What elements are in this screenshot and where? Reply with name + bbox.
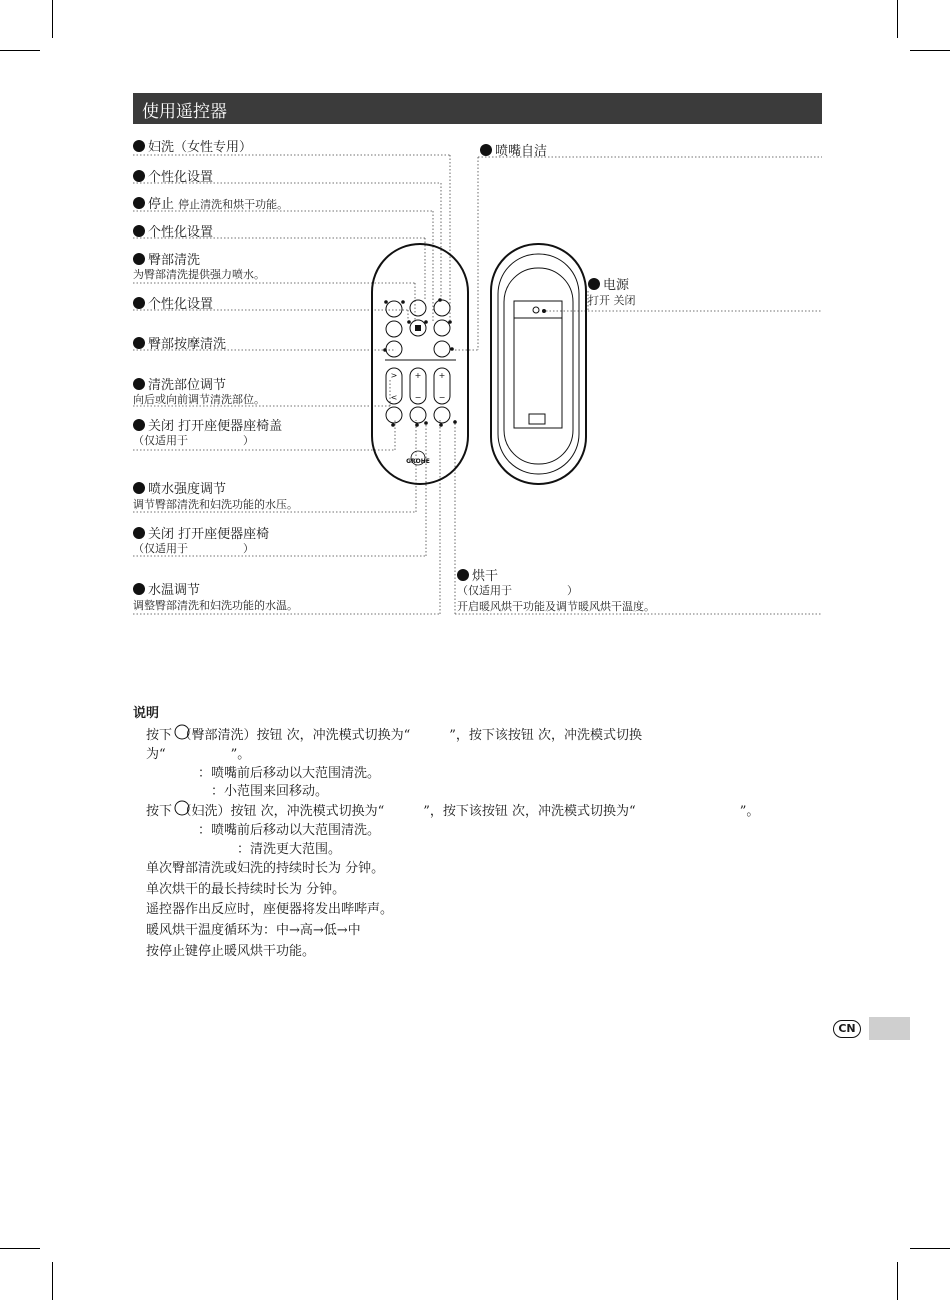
- desc-rear-wash: 为臀部清洗提供强力喷水。: [133, 268, 265, 281]
- label-personal-setting-3: 个性化设置: [133, 293, 213, 312]
- desc-dryer-note: （仅适用于 ）: [457, 584, 578, 597]
- label-stop: 停止 停止清洗和烘干功能。: [133, 193, 288, 212]
- desc-power: 打开 关闭: [588, 294, 636, 307]
- svg-text:−: −: [438, 393, 446, 402]
- label-position-adjust: 清洗部位调节: [133, 374, 226, 393]
- svg-text:−: −: [414, 393, 422, 402]
- label-power: 电源: [588, 274, 629, 293]
- remote-front: [372, 244, 468, 484]
- note-line: 暖风烘干温度循环为：中→高→低→中: [146, 923, 361, 938]
- desc-dryer: 开启暖风烘干功能及调节暖风烘干温度。: [457, 600, 655, 613]
- label-nozzle-clean: 喷嘴自洁: [480, 140, 547, 159]
- note-line: 按下 （妇洗）按钮 次，冲洗模式切换为“ ”，按下该按钮 次，冲洗模式切换为“ ”。: [146, 804, 760, 819]
- section-title: 使用遥控器: [142, 102, 227, 122]
- label-seat-open-close: 关闭 打开座便器座椅: [133, 523, 269, 542]
- label-massage-wash: 臀部按摩清洗: [133, 333, 226, 352]
- svg-text:+: +: [438, 371, 446, 380]
- svg-text:>: >: [390, 371, 398, 380]
- desc-pressure-adjust: 调节臀部清洗和妇洗功能的水压。: [133, 498, 298, 511]
- note-line: ：喷嘴前后移动以大范围清洗。: [146, 823, 381, 838]
- note-line: ：清洗更大范围。: [146, 842, 342, 857]
- note-line: 单次烘干的最长持续时长为 分钟。: [146, 882, 346, 897]
- note-line: 单次臀部清洗或妇洗的持续时长为 分钟。: [146, 861, 385, 876]
- label-water-temp: 水温调节: [133, 579, 200, 598]
- label-lady-wash: 妇洗（女性专用）: [133, 136, 252, 155]
- svg-text:+: +: [414, 371, 422, 380]
- label-dryer: 烘干: [457, 565, 498, 584]
- remote-brand: GROHE: [406, 458, 430, 465]
- desc-seat-open-close: （仅适用于 ）: [133, 542, 254, 555]
- note-line: 按停止键停止暖风烘干功能。: [146, 944, 316, 959]
- note-line: 遥控器作出反应时，座便器将发出哔哔声。: [146, 902, 394, 917]
- svg-text:<: <: [390, 393, 398, 402]
- remote-back: [491, 244, 586, 484]
- label-lid-open-close: 关闭 打开座便器座椅盖: [133, 415, 282, 434]
- desc-water-temp: 调整臀部清洗和妇洗功能的水温。: [133, 599, 298, 612]
- note-line: 按下 （臀部清洗）按钮 次，冲洗模式切换为“ ”，按下该按钮 次，冲洗模式切换: [146, 728, 643, 743]
- note-line: ：小范围来回移动。: [146, 784, 329, 799]
- desc-position-adjust: 向后或向前调节清洗部位。: [133, 393, 265, 406]
- note-line: ：喷嘴前后移动以大范围清洗。: [146, 766, 381, 781]
- language-badge: CN: [833, 1020, 861, 1038]
- label-personal-setting-2: 个性化设置: [133, 221, 213, 240]
- page-number-box: [869, 1017, 910, 1040]
- label-personal-setting-1: 个性化设置: [133, 166, 213, 185]
- notes-title: 说明: [133, 706, 160, 721]
- label-rear-wash: 臀部清洗: [133, 249, 200, 268]
- label-pressure-adjust: 喷水强度调节: [133, 478, 226, 497]
- note-line: 为“ ”。: [146, 747, 251, 762]
- desc-lid-open-close: （仅适用于 ）: [133, 434, 254, 447]
